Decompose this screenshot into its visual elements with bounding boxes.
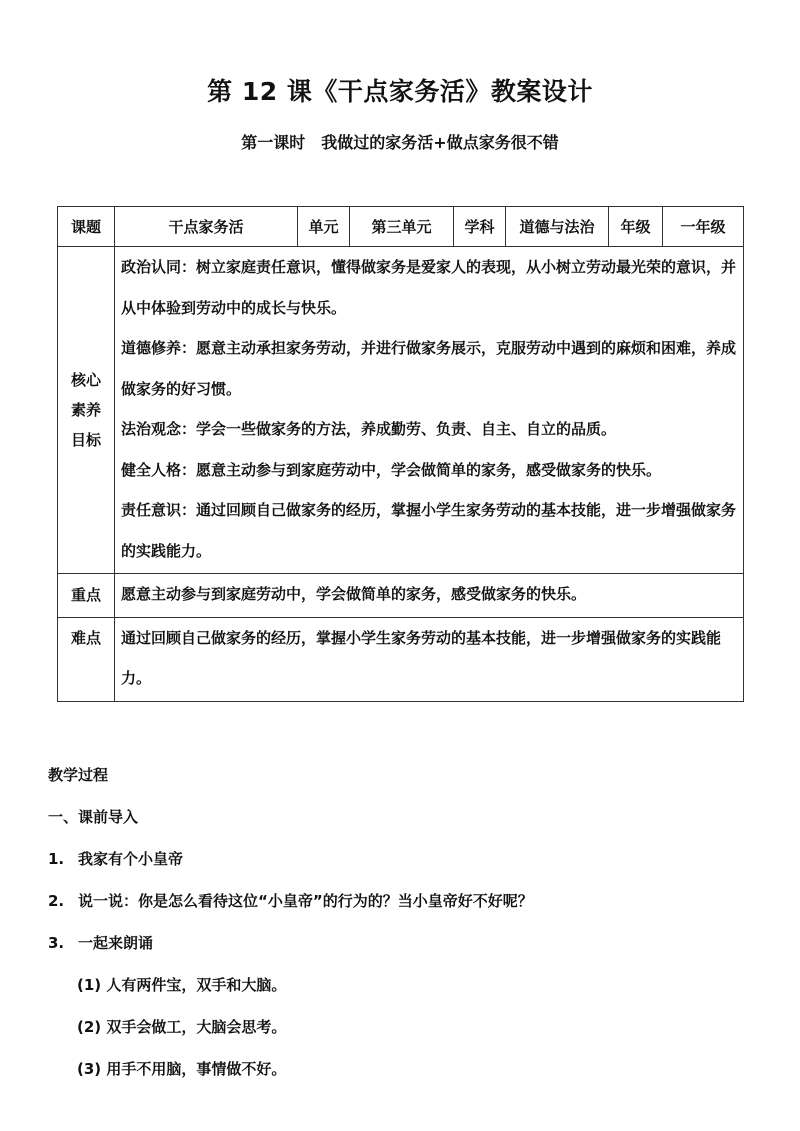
key-point-text: 愿意主动参与到家庭劳动中，学会做简单的家务，感受做家务的快乐。 (121, 585, 587, 603)
core-label-line: 核心 (70, 371, 101, 389)
core-label-line: 目标 (70, 431, 101, 449)
unit-value: 第三单元 (350, 207, 454, 247)
core-goal-moral: 道德修养：愿意主动承担家务劳动，并进行做家务展示，克服劳动中遇到的麻烦和困难，养成做家务的好习惯。 (121, 339, 737, 398)
core-label-line: 素养 (70, 401, 101, 419)
key-point-row (58, 574, 744, 618)
unit-label: 单元 (298, 207, 350, 247)
process-item (48, 848, 183, 869)
item-text: 一起来朗诵 (78, 934, 154, 952)
item-text: 说一说：你是怎么看待这位“小皇帝”的行为的？当小皇帝好不好呢？ (78, 892, 533, 910)
subject-value: 道德与法治 (506, 207, 609, 247)
difficulty-text: 通过回顾自己做家务的经历，掌握小学生家务劳动的基本技能，进一步增强做家务的实践能力。 (121, 628, 722, 687)
key-point-content (115, 574, 744, 618)
poem-line: (1) 人有两件宝，双手和大脑。 (77, 976, 287, 994)
document-title: 第 12 课《干点家务活》教案设计 (207, 77, 593, 106)
lesson-plan-table (57, 206, 744, 702)
grade-label: 年级 (609, 207, 663, 247)
core-goal-personality: 健全人格：愿意主动参与到家庭劳动中，学会做简单的家务，感受做家务的快乐。 (121, 460, 662, 479)
core-goal-responsibility: 责任意识：通过回顾自己做家务的经历，掌握小学生家务劳动的基本技能，进一步增强做家务的实践能力。 (121, 501, 737, 560)
grade-value: 一年级 (663, 207, 744, 247)
process-item (48, 932, 153, 953)
poem-line: (2) 双手会做工，大脑会思考。 (77, 1018, 287, 1036)
table-header-row (58, 207, 744, 247)
lesson-subtitle: 第一课时 我做过的家务活+做点家务很不错 (241, 133, 559, 152)
teaching-process-heading: 教学过程 (48, 766, 109, 784)
section-pre-class-intro: 一、课前导入 (48, 808, 139, 826)
item-number: 2. (48, 892, 65, 910)
core-goal-law: 法治观念：学会一些做家务的方法，养成勤劳、负责、自主、自立的品质。 (121, 420, 617, 438)
core-goals-row (58, 247, 744, 574)
subject-label: 学科 (454, 207, 506, 247)
core-goal-political: 政治认同：树立家庭责任意识，懂得做家务是爱家人的表现，从小树立劳动最光荣的意识，并从中体验到劳动中的成长与快乐。 (121, 258, 737, 317)
core-goals-label (58, 247, 115, 574)
difficulty-row (58, 617, 744, 701)
key-point-label: 重点 (58, 574, 115, 618)
topic-value: 干点家务活 (115, 207, 298, 247)
core-goals-content (115, 247, 744, 574)
process-item (48, 890, 533, 911)
difficulty-label: 难点 (58, 617, 115, 701)
item-number: 1. (48, 850, 65, 868)
item-number: 3. (48, 934, 65, 952)
topic-label: 课题 (58, 207, 115, 247)
difficulty-content (115, 617, 744, 701)
poem-line: (3) 用手不用脑，事情做不好。 (77, 1060, 287, 1078)
item-text: 我家有个小皇帝 (78, 850, 184, 868)
